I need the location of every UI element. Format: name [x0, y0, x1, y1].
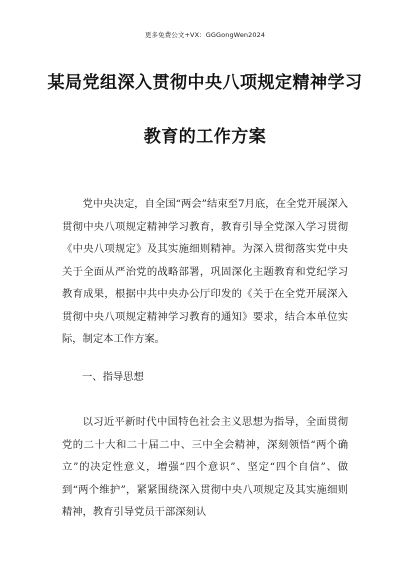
intro-paragraph: 党中央决定，自全国“两会”结束至7月底，在全党开展深入贯彻中央八项规定精神学习教育，教育引导全党深入学习贯彻《中央八项规定》及其实施细则精神。为深入贯彻落实党中央关于全面从严治党的战略部署，巩固深化主题教育和党纪学习教育成果，根据中共中央办公厅印发的《关于在全党开展深入贯彻中央八项规定精神学习教育的通知》要求，结合本单位实际，制定本工作方案。: [62, 198, 348, 345]
section-heading: 一、指导思想: [82, 371, 144, 383]
document-title-line-2: 教育的工作方案: [143, 127, 267, 147]
section-paragraph: 以习近平新时代中国特色社会主义思想为指导，全面贯彻党的二十大和二十届二中、三中全会精神，深刻领悟“两个确立”的决定性意义，增强“四个意识”、坚定“四个自信”、做到“两个维护”，紧紧围绕深入贯彻中央八项规定及其实施细则精神，教育引导党员干部深刻认: [62, 416, 348, 518]
document-title-line-1: 某局党组深入贯彻中央八项规定精神学习: [47, 73, 363, 93]
header-note: 更多免费公文+VX：GGGongWen2024: [144, 31, 266, 39]
